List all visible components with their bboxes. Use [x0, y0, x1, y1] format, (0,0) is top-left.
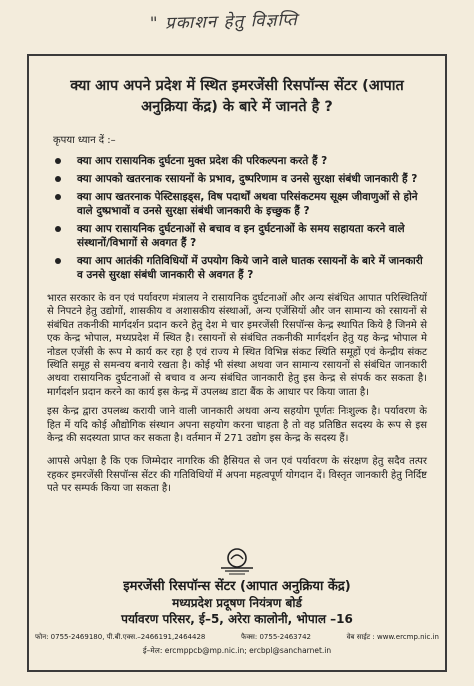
notice-frame [27, 54, 447, 672]
body-text [47, 292, 427, 445]
question-list [47, 154, 427, 282]
bullet-icon [55, 158, 61, 164]
bullet-icon [55, 258, 61, 264]
question-text: क्या आप आतंकी गतिविधियों में उपयोग किये जाने वाले घातक रसायनों के बारे में जानकारी व उनसे सुरक्षा संबंधी जानकारी से अवगत हैं ? [77, 255, 423, 281]
bullet-icon [55, 194, 61, 200]
page-title: क्या आप अपने प्रदेश में स्थित इमरजेंसी रिसपॉन्स सेंटर (आपात अनुक्रिया केंद्र) के बारे में जानते है ? [70, 78, 404, 115]
list-item [55, 190, 427, 218]
list-item [55, 154, 427, 168]
handwritten-heading: " प्रकाशन हेतु विज्ञप्ति [149, 10, 299, 35]
attention-label: कृपया ध्यान दें :– [53, 135, 116, 146]
footer [29, 546, 445, 657]
question-text: क्या आप खतरनाक पेस्टिसाइड्स, विष पदार्थों अथवा परिसंकटमय सूक्ष्म जीवाणुओं से होने वाले दुष्प्रभावों व उनसे सुरक्षा संबंधी जानकारी के इच्छुक हैं ? [77, 191, 418, 217]
body-paragraph: इस केन्द्र द्वारा उपलब्ध करायी जाने वाली जानकारी अथवा अन्य सहयोग पूर्णतः निःशुल्क है। पर्यावरण के हित में यदि कोई औद्योगिक संस्थान अपना सहयोग करना चाहता है तो वह प्रतिष्ठित सदस्य के रूप से इस केन्द्र की सदस्यता प्राप्त कर सकता है। वर्तमान में 271 उद्योग इस केन्द्र के सदस्य हैं। [47, 406, 427, 445]
bullet-icon [55, 226, 61, 232]
org-name: इमरजेंसी रिसपॉन्स सेंटर (आपात अनुक्रिया केंद्र) [123, 579, 351, 594]
question-text: क्या आप रासायनिक दुर्घटना मुक्त प्रदेश की परिकल्पना करते हैं ? [77, 155, 328, 167]
website-text: वेब साईट : www.ercmp.nic.in [346, 633, 439, 641]
list-item [55, 222, 427, 250]
fax-text: फैक्स: 0755-2463742 [240, 633, 311, 641]
emblem-logo-icon [217, 546, 257, 576]
board-name: मध्यप्रदेश प्रदूषण नियंत्रण बोर्ड [172, 596, 302, 610]
list-item [55, 254, 427, 282]
body-paragraph: भारत सरकार के वन एवं पर्यावरण मंत्रालय ने रासायनिक दुर्घटनाओं और अन्य संबंधित आपात परिस्थितियों से निपटने हेतु उद्योगों, शासकीय व अशासकीय संस्थाओं, अन्य एजेंसियों और जन सामान्य को रसायनों से संबंधित तकनीकी मार्गदर्शन प्रदान करने हेतु देश मे चार इमरजेंसी रिसपॉन्स केन्द्र स्थापित किये है जिनमे से एक केन्द्र भोपाल, मध्यप्रदेश में स्थित है। रसायनों से संबंधित तकनीकी मार्गदर्शन हेतु यह केन्द्र भोपाल मे नोडल एजेंसी के रूप मे कार्य कर रहा है एवं राज्य मे स्थित विभिन्न संकट स्थिति समूहों एवं केन्द्रीय संकट स्थिति समूह से समन्वय बनाये रखता है। कोई भी संस्था अथवा जन सामान्य रसायनों से संबंधित जानकारी अथवा रासायनिक दुर्घटनाओं से बचाव व अन्य संबंधित जानकारी हेतु इस केन्द्र से संपर्क कर सकता है। मार्गदर्शन प्रदान करने का कार्य इस केन्द्र में उपलब्ध डाटा बैंक के आधार पर किया जाता है। [47, 293, 427, 398]
phone-text: फोन: 0755-2469180, पी.बी.एक्स.–2466191,2464428 [35, 633, 206, 641]
list-item [55, 172, 427, 186]
question-text: क्या आप रासायनिक दुर्घटनाओं से बचाव व इन दुर्घटनाओं के समय सहायता करने वाले संस्थानों/विभागों से अवगत हैं ? [77, 223, 405, 249]
contact-row [29, 631, 445, 643]
bullet-icon [55, 176, 61, 182]
email-text: ई–मेल: ercmppcb@mp.nic.in; ercbpl@sancharnet.in [142, 646, 332, 655]
address: पर्यावरण परिसर, ई–5, अरेरा कालोनी, भोपाल –16 [121, 612, 353, 626]
closing-paragraph: आपसे अपेक्षा है कि एक जिम्मेदार नागरिक की हैसियत से जन एवं पर्यावरण के संरक्षण हेतु सदैव तत्पर रहकर इमरजेंसी रिसपॉन्स सेंटर की गतिविधियों में अपना महत्वपूर्ण योगदान दें। विस्तृत जानकारी हेतु निर्दिष्ट पते पर सम्पर्क किया जा सकता है। [47, 456, 427, 495]
question-text: क्या आपको खतरनाक रसायनों के प्रभाव, दुष्परिणाम व उनसे सुरक्षा संबंधी जानकारी हैं ? [77, 173, 418, 185]
